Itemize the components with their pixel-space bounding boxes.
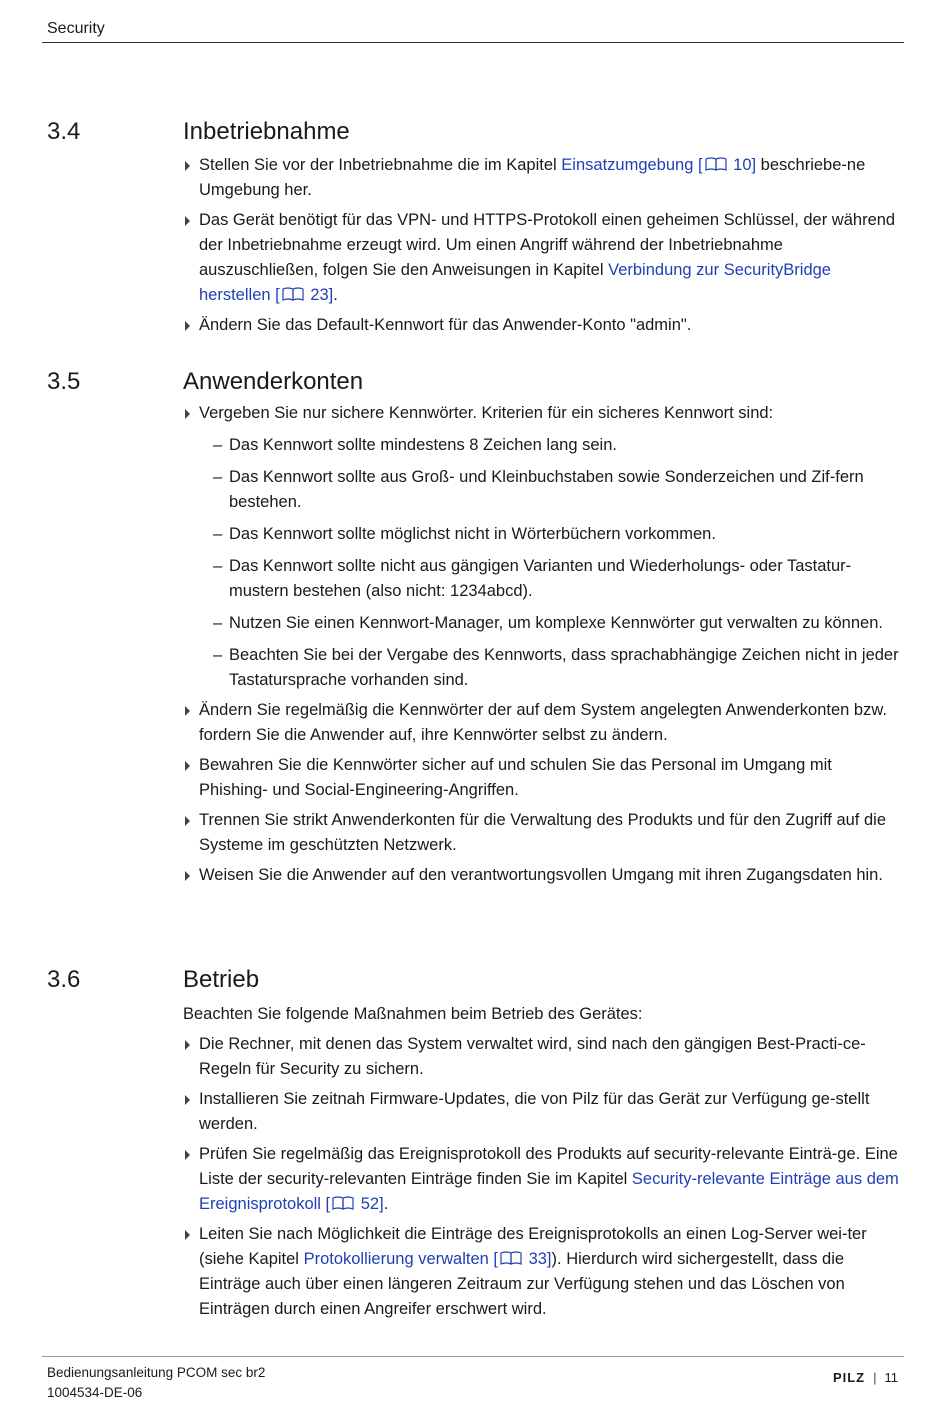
sub-list-item: – Das Kennwort sollte aus Groß- und Kleinbuchstaben sowie Sonderzeichen und Zif-fern bestehen. <box>183 465 905 515</box>
list-item: Prüfen Sie regelmäßig das Ereignisprotokoll des Produkts auf security-relevante Einträ-ge. Eine Liste der security-relevanten Einträge finden Sie im Kapitel Security-relevante Einträge aus dem Ereignisprotokoll [ 52]. <box>183 1142 905 1217</box>
link-verbindung-securitybridge[interactable]: Verbindung zur SecurityBridge herstellen [ 23] <box>199 261 831 304</box>
triangle-right-icon <box>185 761 190 771</box>
book-icon <box>332 1196 354 1210</box>
triangle-right-icon <box>185 409 190 419</box>
sub-list-item: – Das Kennwort sollte mindestens 8 Zeichen lang sein. <box>183 433 905 458</box>
pilz-logo: PILZ <box>832 1370 866 1385</box>
list-item: Ändern Sie das Default-Kennwort für das Anwender-Konto "admin". <box>183 313 905 338</box>
sub-list-item: – Nutzen Sie einen Kennwort-Manager, um komplexe Kennwörter gut verwalten zu können. <box>183 611 905 636</box>
triangle-right-icon <box>185 816 190 826</box>
triangle-right-icon <box>185 1095 190 1105</box>
footer-separator: | <box>873 1370 877 1385</box>
list-item: Leiten Sie nach Möglichkeit die Einträge des Ereignisprotokolls an einen Log-Server wei-ter (siehe Kapitel Protokollierung verwalten [ 33]). Hierdurch wird sichergestellt, dass die Einträge auch über einen längeren Zeitraum zur Verfügung stehen und das Löschen von Einträgen durch einen Angreifer erschwert wird. <box>183 1222 905 1322</box>
section-number-3-6: 3.6 <box>47 966 81 993</box>
list-item: Bewahren Sie die Kennwörter sicher auf und schulen Sie das Personal im Umgang mit Phishing- und Social-Engineering-Angriffen. <box>183 753 905 803</box>
list-item: Das Gerät benötigt für das VPN- und HTTPS-Protokoll einen geheimen Schlüssel, der während der Inbetriebnahme erzeugt wird. Um einen Angriff während der Inbetriebnahme auszuschließen, folgen Sie den Anweisungen in Kapitel Verbindung zur SecurityBridge herstellen [ 23]. <box>183 208 905 308</box>
book-icon <box>500 1251 522 1265</box>
triangle-right-icon <box>185 1040 190 1050</box>
header-divider <box>42 42 904 43</box>
list-item: Installieren Sie zeitnah Firmware-Updates, die von Pilz für das Gerät zur Verfügung ge-stellt werden. <box>183 1087 905 1137</box>
triangle-right-icon <box>185 871 190 881</box>
footer-page-info <box>833 1370 898 1385</box>
triangle-right-icon <box>185 321 190 331</box>
section-number-3-5: 3.5 <box>47 368 81 395</box>
list-item: Weisen Sie die Anwender auf den verantwortungsvollen Umgang mit ihren Zugangsdaten hin. <box>183 863 905 888</box>
triangle-right-icon <box>185 216 190 226</box>
triangle-right-icon <box>185 161 190 171</box>
sub-list-item: – Beachten Sie bei der Vergabe des Kennworts, dass sprachabhängige Zeichen nicht in jeder Tastatursprache vorhanden sind. <box>183 643 905 693</box>
triangle-right-icon <box>185 1230 190 1240</box>
section-body-3-6 <box>183 1002 905 1327</box>
footer-divider <box>42 1356 904 1357</box>
footer-doc-title: Bedienungsanleitung PCOM sec br2 <box>47 1365 266 1380</box>
list-item: Die Rechner, mit denen das System verwaltet wird, sind nach den gängigen Best-Practi-ce-Regeln für Security zu sichern. <box>183 1032 905 1082</box>
link-einsatzumgebung[interactable]: Einsatzumgebung [ 10] <box>561 156 757 174</box>
section-intro: Beachten Sie folgende Maßnahmen beim Betrieb des Gerätes: <box>183 1005 643 1023</box>
section-body-3-5 <box>183 401 905 893</box>
dash-bullet: – <box>213 468 223 486</box>
sub-list-item: – Das Kennwort sollte nicht aus gängigen Varianten und Wiederholungs- oder Tastatur-mustern bestehen (also nicht: 1234abcd). <box>183 554 905 604</box>
link-security-relevante-eintraege[interactable]: Security-relevante Einträge aus dem Ereignisprotokoll [ 52] <box>199 1170 899 1213</box>
list-item: Trennen Sie strikt Anwenderkonten für die Verwaltung des Produkts und für den Zugriff auf die Systeme im geschützten Netzwerk. <box>183 808 905 858</box>
footer-doc-info <box>47 1363 265 1403</box>
dash-bullet: – <box>213 614 223 632</box>
dash-bullet: – <box>213 646 223 664</box>
list-item: Ändern Sie regelmäßig die Kennwörter der auf dem System angelegten Anwenderkonten bzw. fordern Sie die Anwender auf, ihre Kennwörter selbst zu ändern. <box>183 698 905 748</box>
link-protokollierung-verwalten[interactable]: Protokollierung verwalten [ 33] <box>303 1250 552 1268</box>
running-header: Security <box>47 20 105 37</box>
section-title-inbetriebnahme: Inbetriebnahme <box>183 118 350 145</box>
book-icon <box>282 287 304 301</box>
list-item: Vergeben Sie nur sichere Kennwörter. Kriterien für ein sicheres Kennwort sind: <box>183 401 905 426</box>
section-number-3-4: 3.4 <box>47 118 81 145</box>
section-title-betrieb: Betrieb <box>183 966 260 993</box>
section-title-anwenderkonten: Anwenderkonten <box>183 368 364 395</box>
list-item: Stellen Sie vor der Inbetriebnahme die im Kapitel Einsatzumgebung [ 10] beschriebe-ne Umgebung her. <box>183 153 905 203</box>
section-body-3-4 <box>183 153 905 343</box>
dash-bullet: – <box>213 557 223 575</box>
sub-list-item: – Das Kennwort sollte möglichst nicht in Wörterbüchern vorkommen. <box>183 522 905 547</box>
triangle-right-icon <box>185 706 190 716</box>
footer-doc-number: 1004534-DE-06 <box>47 1385 143 1400</box>
dash-bullet: – <box>213 525 223 543</box>
page-number: 11 <box>884 1370 898 1385</box>
book-icon <box>705 157 727 171</box>
triangle-right-icon <box>185 1150 190 1160</box>
dash-bullet: – <box>213 436 223 454</box>
